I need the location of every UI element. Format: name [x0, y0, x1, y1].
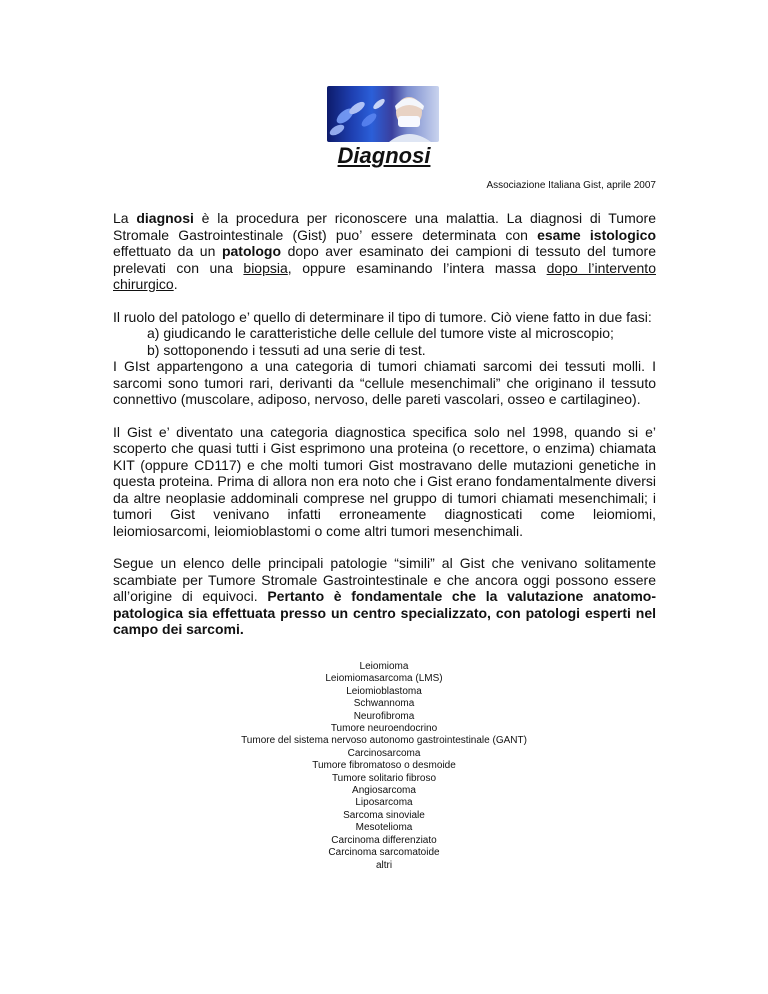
biopsia-link[interactable]: biopsia	[243, 259, 288, 276]
paragraph-patologo-intro: Il ruolo del patologo e’ quello di determinare il tipo di tumore. Ciò viene fatto in due fasi:	[113, 308, 652, 325]
list-item: Leiomioma	[359, 661, 409, 672]
paragraph-elenco-intro: Segue un elenco delle principali patologie “simili” al Gist che venivano solitamente scambiate per Tumore Stromale Gastrointestinale e che ancora oggi possono essere all’origine di equivoci. Pertanto è fondamentale che la valutazione anatomo-patologica sia effettuata presso un centro specializzato, con patologi esperti nel campo dei sarcomi.	[113, 555, 657, 637]
phases-list	[113, 325, 656, 358]
list-item: Carcinoma differenziato	[331, 834, 437, 846]
list-item: Neurofibroma	[353, 710, 415, 722]
list-item: Leiomioblastoma	[346, 685, 422, 697]
source-note: Associazione Italiana Gist, aprile 2007	[486, 180, 656, 191]
list-item: Tumore fibromatoso o desmoide	[312, 760, 456, 772]
list-item: Carcinosarcoma	[347, 747, 421, 759]
intervento-link[interactable]: dopo l’intervento chirurgico	[113, 259, 656, 292]
paragraph-diagnosi: La diagnosi è la procedura per riconoscere una malattia. La diagnosi di Tumore Stromale Gastrointestinale (Gist) puo’ essere determinata con esame istologico effettuato da un patologo dopo aver esaminato dei campioni di tessuto del tumore prelevati con una biopsia, oppure esaminando l’intera massa dopo l’intervento chirurgico.	[113, 210, 657, 292]
list-item: Sarcoma sinoviale	[343, 809, 425, 821]
list-item: a) giudicando le caratteristiche delle cellule del tumore viste al microscopio;	[147, 325, 614, 341]
list-item: Tumore solitario fibroso	[331, 772, 437, 784]
conditions-list	[0, 661, 768, 872]
list-item: Leiomiomasarcoma (LMS)	[325, 673, 443, 685]
list-item: Schwannoma	[353, 698, 415, 710]
page-title: Diagnosi	[337, 143, 431, 168]
paragraph-sarcomi: I GIst appartengono a una categoria di tumori chiamati sarcomi dei tessuti molli. I sarcomi sono tumori rari, derivanti da “cellule mesenchimali” che originano il tessuto connettivo (muscolare, adiposo, nervoso, delle pareti vascolari, osseo e cartilagineo).	[113, 358, 656, 407]
list-item: Tumore del sistema nervoso autonomo gastrointestinale (GANT)	[241, 735, 527, 747]
document-body	[113, 210, 656, 654]
lab-researcher-image	[327, 86, 439, 142]
list-item: Mesotelioma	[355, 822, 413, 834]
list-item: altri	[375, 859, 393, 871]
paragraph-storia: Il Gist e’ diventato una categoria diagnostica specifica solo nel 1998, quando si e’ scoperto che quasi tutti i Gist esprimono una proteina (o recettore, o enzima) chiamata KIT (oppure CD117) e che molti tumori Gist mostravano delle mutazioni genetiche in questa proteina. Prima di allora non era noto che i Gist erano fondamentalmente diversi da altre neoplasie addominali comprese nel gruppo di tumori chiamati mesenchimali; i tumori Gist venivano infatti erroneamente diagnosticati come leiomiomi, leiomiosarcomi, leiomioblastomi o come altri tumori mesenchimali.	[113, 423, 656, 539]
list-item: Tumore neuroendocrino	[330, 723, 438, 735]
list-item: Carcinoma sarcomatoide	[328, 847, 440, 859]
list-item: b) sottoponendo i tessuti ad una serie di test.	[147, 341, 426, 358]
list-item: Liposarcoma	[355, 797, 413, 809]
list-item: Angiosarcoma	[352, 785, 416, 797]
